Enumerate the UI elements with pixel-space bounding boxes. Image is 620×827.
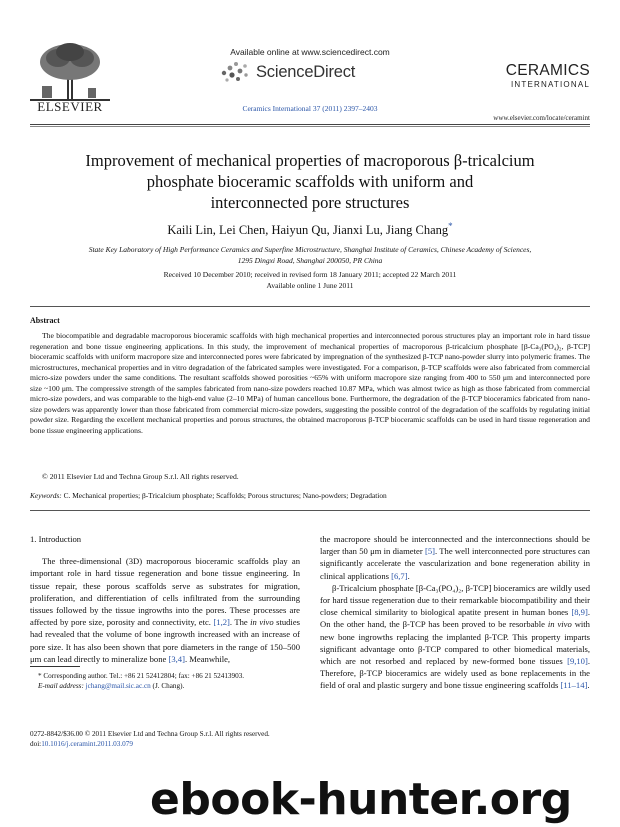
body-column-left [30, 533, 300, 665]
corresponding-author-footnote [38, 671, 300, 691]
publisher-wordmark: ELSEVIER [37, 99, 103, 114]
doi-label: doi: [30, 740, 42, 748]
sciencedirect-wordmark: ScienceDirect [256, 63, 356, 81]
paragraph-text: the macropore should be interconnected and the interconnections should be larger than 50 μm in diameter [320, 534, 590, 557]
citation-link[interactable]: [11–14] [560, 680, 588, 691]
citation-link[interactable]: [6,7] [391, 570, 408, 581]
abstract-text: The biocompatible and degradable macroporous bioceramic scaffolds with high mechanical properties and interconnected porous structures play an important role in hard tissue regeneration and bone tissue engineering applications. In this study, the improvement of mechanical properties of macroporous β-tricalcium phosphate [β-Ca₃(PO₄)₂, β-TCP] bioceramic scaffolds with uniform macropore size and interconnected pores were fabricated by impregnation of the synthesized β-TCP nano-powder slurry into polymeric frames. The microstructures, mechanical properties and in vitro degradation of the fabricated samples were investigated. For a comparison, β-TCP scaffolds were also fabricated from commercial micro-size powders under the same conditions. The resultant scaffolds showed porosities ~65% with uniform macropore size ranging from 400 to 550 μm and interconnected pore size ~100 μm. The compressive strength of the samples fabricated from nano-size powders reached 10.87 MPa, which was almost twice as high as those fabricated from commercial micro-size powders, and was comparable to the high-end value (2–10 MPa) of human cancellous bone. Furthermore, the degradation of the β-TCP bioceramics fabricated from nano-size powders was apparently lower than those fabricated from commercial micro-size powders, suggesting the possible control of the degradation of the scaffolds by regulating initial powder size. Regarding the excellent mechanical properties and porous structures, the obtained macroporous β-TCP bioceramic scaffolds can be used in hard tissue regeneration and bone tissue engineering applications. [30, 331, 590, 435]
italic-term: in vivo [250, 617, 274, 628]
abstract-top-rule [30, 306, 590, 307]
site-watermark: ebook-hunter.org [150, 774, 572, 825]
article-title [50, 150, 570, 213]
corresponding-author-mark[interactable]: * [448, 221, 453, 231]
email-label: E-mail address: [38, 682, 84, 690]
keywords-list: C. Mechanical properties; β-Tricalcium phosphate; Scaffolds; Porous structures; Nano-powders; Degradation [63, 491, 387, 500]
keywords-label: Keywords: [30, 491, 62, 500]
abstract-copyright: © 2011 Elsevier Ltd and Techna Group S.r.l. All rights reserved. [42, 472, 239, 481]
citation-link[interactable]: [8,9] [571, 607, 588, 618]
journal-citation-link[interactable]: Ceramics International 37 (2011) 2397–2403 [242, 104, 378, 113]
section-heading: 1. Introduction [30, 534, 82, 544]
doi-link[interactable]: 10.1016/j.ceramint.2011.03.079 [41, 740, 133, 748]
citation-link[interactable]: [3,4] [168, 653, 185, 664]
paragraph-text: . [407, 570, 410, 581]
author-affiliation [60, 245, 560, 266]
header-rule-thin [30, 126, 590, 127]
journal-title-logo [506, 63, 590, 91]
online-date: Available online 1 June 2011 [266, 280, 354, 290]
issn-block [30, 729, 270, 749]
author-names: Kaili Lin, Lei Chen, Haiyun Qu, Jianxi Lu, Jiang Chang [167, 223, 449, 238]
sciencedirect-logo[interactable] [218, 59, 398, 85]
intro-paragraph-2 [320, 582, 590, 692]
paragraph-text: . On the other hand, the β-TCP has been proved to be resorbable [320, 607, 590, 630]
issn-line: 0272-8842/$36.00 © 2011 Elsevier Ltd and Techna Group S.r.l. All rights reserved. [30, 730, 270, 738]
footnote-contact [38, 671, 300, 681]
author-list [0, 221, 620, 238]
keywords-bottom-rule [30, 510, 590, 511]
journal-title-line1: CERAMICS [505, 62, 590, 79]
journal-title-line2: INTERNATIONAL [510, 80, 590, 89]
paragraph-text: with new bone ingrowths replacing the implanted β-TCP. This property imparts significant advantage onto β-TCP compared to other biomedical materials, which are not resorbed and replaced by new-formed bone tissues [320, 619, 590, 667]
title-line: phosphate bioceramic scaffolds with uniform and [146, 172, 474, 191]
affiliation-line: State Key Laboratory of High Performance Ceramics and Superfine Microstructure, Shanghai Institute of Ceramics, Chinese Academy of Sciences, [88, 245, 532, 254]
paragraph-text: The three-dimensional (3D) macroporous bioceramic scaffolds play an important role in hard tissue regeneration and bone tissue engineering. In tissue repair, these porous scaffolds serve as substrates for migration, proliferation, and differentiation of cells infiltrated from the surrounding tissues followed by the tissue ingrowths into the pores. These processes are affected by pore size, porosity and connectivity, etc. [30, 556, 300, 628]
doi-line [30, 739, 270, 749]
italic-term: in vivo [547, 619, 572, 630]
title-line: interconnected pore structures [210, 193, 410, 212]
article-history [0, 270, 620, 291]
footnote-text: Corresponding author. Tel.: +86 21 52412804; fax: +86 21 52413903. [43, 672, 245, 680]
email-link[interactable]: jchang@mail.sic.ac.cn [85, 682, 151, 690]
paragraph-text: . The [229, 617, 248, 628]
paragraph-text: . Meanwhile, [184, 653, 231, 664]
paragraph-text: . Therefore, β-TCP bioceramics are widely used as bone replacements in the field of oral and plastic surgery and bone tissue engineering scaffolds [320, 656, 590, 691]
email-suffix: (J. Chang). [152, 682, 185, 690]
paragraph-text: studies had revealed that the volume of bone ingrowth increased with an increase of pore size. It has also been shown that pore diameters in the range of 150–500 μm can lead directly to mineralize bone [30, 617, 300, 664]
citation-link[interactable]: [1,2] [213, 617, 230, 628]
footnote-email-line [38, 681, 300, 691]
abstract-heading: Abstract [30, 316, 60, 325]
citation-link[interactable]: [9,10] [567, 656, 588, 667]
title-line: Improvement of mechanical properties of macroporous β-tricalcium [85, 151, 535, 170]
paragraph-text: . The well interconnected pore structures can significantly accelerate the vascularization and bone regeneration ability in clinical applications [320, 546, 590, 581]
intro-paragraph-1-cont [320, 533, 590, 582]
available-online-line[interactable]: Available online at www.sciencedirect.com [230, 47, 390, 57]
keywords-line [30, 491, 387, 500]
header-rule [30, 124, 590, 125]
footnote-mark: * [38, 672, 42, 680]
received-dates: Received 10 December 2010; received in revised form 18 January 2011; accepted 22 March 2011 [163, 270, 457, 279]
paragraph-text: . [587, 680, 590, 691]
body-column-right [320, 533, 590, 692]
intro-paragraph-1 [30, 555, 300, 665]
paragraph-text: β-Tricalcium phosphate [β-Ca₃(PO₄)₂, β-TCP] bioceramics are wildly used for hard tissue regeneration due to their remarkable biocompatibility and their close chemical similarity to biological apatite present in human bones [320, 582, 590, 618]
journal-url[interactable]: www.elsevier.com/locate/ceramint [493, 114, 590, 122]
affiliation-line: 1295 Dingxi Road, Shanghai 200050, PR China [237, 255, 383, 265]
journal-header [0, 0, 620, 128]
footnote-rule [30, 666, 80, 667]
citation-link[interactable]: [5] [424, 546, 435, 557]
sciencedirect-dots-icon [218, 59, 252, 85]
